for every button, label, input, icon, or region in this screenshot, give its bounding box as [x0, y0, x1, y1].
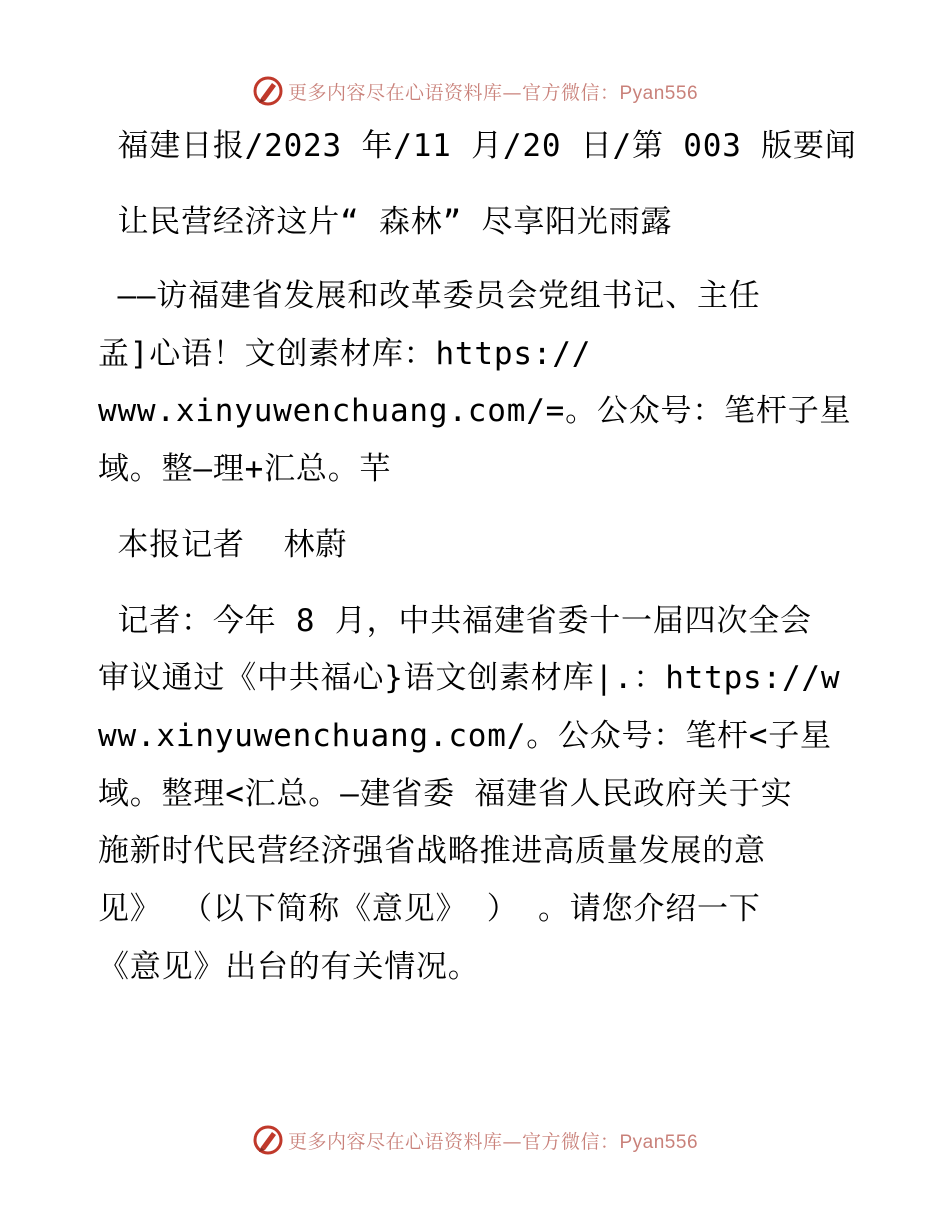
pen-logo-icon: [252, 1124, 284, 1156]
question-line: 施新时代民营经济强省战略推进高质量发展的意: [98, 833, 766, 869]
question-line: ww.xinyuwenchuang.com/。公众号：笔杆<子星: [98, 718, 832, 754]
dateline: 福建日报/2023 年/11 月/20 日/第 003 版要闻: [98, 128, 857, 164]
watermark-text: 更多内容尽在心语资料库—官方微信：Pyan556: [287, 1130, 699, 1153]
subtitle-line: www.xinyuwenchuang.com/=。公众号：笔杆子星: [98, 393, 852, 429]
watermark-text: 更多内容尽在心语资料库—官方微信：Pyan556: [287, 81, 699, 104]
subtitle-line: ——访福建省发展和改革委员会党组书记、主任: [98, 278, 761, 314]
subtitle-line: 孟]心语！文创素材库：https://: [98, 336, 592, 372]
question-line: 《意见》出台的有关情况。: [98, 949, 480, 985]
footer-watermark: [0, 1120, 950, 1160]
question-line: 记者：今年 8 月，中共福建省委十一届四次全会: [98, 603, 812, 639]
subtitle-line: 域。整—理+汇总。芉: [98, 451, 392, 487]
byline: 本报记者 林蔚: [98, 527, 348, 563]
header-watermark: [0, 71, 950, 111]
pen-logo-icon: [252, 75, 284, 107]
question-line: 见》 （以下简称《意见》 ） 。请您介绍一下: [98, 891, 761, 927]
article-title: 让民营经济这片“ 森林” 尽享阳光雨露: [98, 204, 673, 240]
question-line: 审议通过《中共福心}语文创素材库|.：https://w: [98, 660, 841, 696]
question-line: 域。整理<汇总。—建省委 福建省人民政府关于实: [98, 776, 793, 812]
